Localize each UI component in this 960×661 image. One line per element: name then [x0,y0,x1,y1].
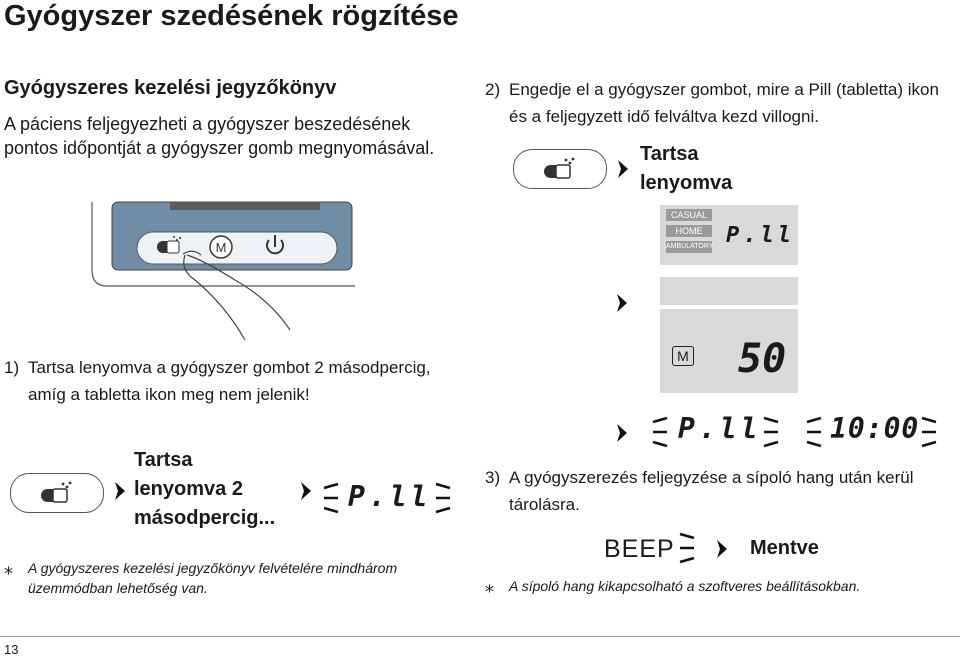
asterisk-icon: ⁎ [4,558,13,578]
mode-ambulatory: AMBULATORY [666,241,712,253]
lcd-pill-text: P.ll [726,223,795,248]
pill-icon [540,156,580,182]
beep-label: BEEP [604,535,675,563]
lcd-pill-blink [322,478,452,522]
blink-right-icon [760,416,780,448]
blink-right-icon [918,416,938,448]
lcd-count: 50 [738,336,787,382]
asterisk-icon: ⁎ [485,576,494,596]
arrow-icon [616,158,630,180]
arrow-icon [113,480,127,502]
hold-line: Tartsa [134,449,193,471]
hold-line: Tartsa [640,143,699,165]
lcd-time: 10:00 [830,412,920,445]
step-text: A gyógyszerezés feljegyzése a sípoló hang után kerül tárolásra. [509,468,914,514]
saved-label: Mentve [750,537,819,559]
svg-text:M: M [215,240,227,255]
step-number: 1) [4,358,20,377]
pill-button[interactable] [513,149,607,189]
mode-casual: CASUAL [666,209,712,221]
step-text: Engedje el a gyógyszer gombot, mire a Pill (tabletta) ikon és a feljegyzett idő felváltva kezd villogni. [509,80,939,126]
step-number: 3) [485,468,501,487]
blink-left-icon [322,482,342,514]
lcd-pill-text: P.ll [678,412,762,445]
blink-right-icon [432,482,452,514]
step-1 [4,354,434,408]
arrow-icon [615,422,629,444]
mode-home: HOME [666,225,712,237]
device-illustration [85,200,365,340]
hold-text-step2 [640,140,732,198]
note-2 [485,576,955,596]
page-number: 13 [4,642,19,657]
arrow-icon [299,480,313,502]
page-title: Gyógyszer szedésének rögzítése [4,0,459,32]
sound-icon [676,532,696,564]
section-heading: Gyógyszeres kezelési jegyzőkönyv [4,77,337,99]
step-text: Tartsa lenyomva a gyógyszer gombot 2 másodpercig, amíg a tabletta ikon meg nem jelenik! [28,358,431,404]
blink-left-icon [805,416,825,448]
note-text: A gyógyszeres kezelési jegyzőkönyv felvételére mindhárom üzemmódban lehetőség van. [28,560,398,596]
lcd-pill-text: P.ll [348,480,432,513]
arrow-icon [715,538,729,560]
hold-line: lenyomva [640,172,733,194]
pill-button[interactable] [10,473,104,513]
hold-line: másodpercig... [134,507,276,529]
section-intro: A páciens feljegyezheti a gyógyszer beszedésének pontos időpontját a gyógyszer gomb megnyomásával. [4,114,435,158]
step-3 [485,464,955,518]
note-1 [4,558,444,598]
pill-icon [37,480,77,506]
blink-left-icon [651,416,671,448]
step-number: 2) [485,80,501,99]
hold-text-step1 [134,446,275,533]
m-icon: M [672,346,694,366]
lcd-panel-2 [660,330,798,392]
footer-divider [0,636,960,637]
arrow-icon [615,292,629,314]
step-2 [485,76,955,130]
hold-line: lenyomva 2 [134,478,243,500]
note-text: A sípoló hang kikapcsolható a szoftveres beállításokban. [509,578,861,594]
